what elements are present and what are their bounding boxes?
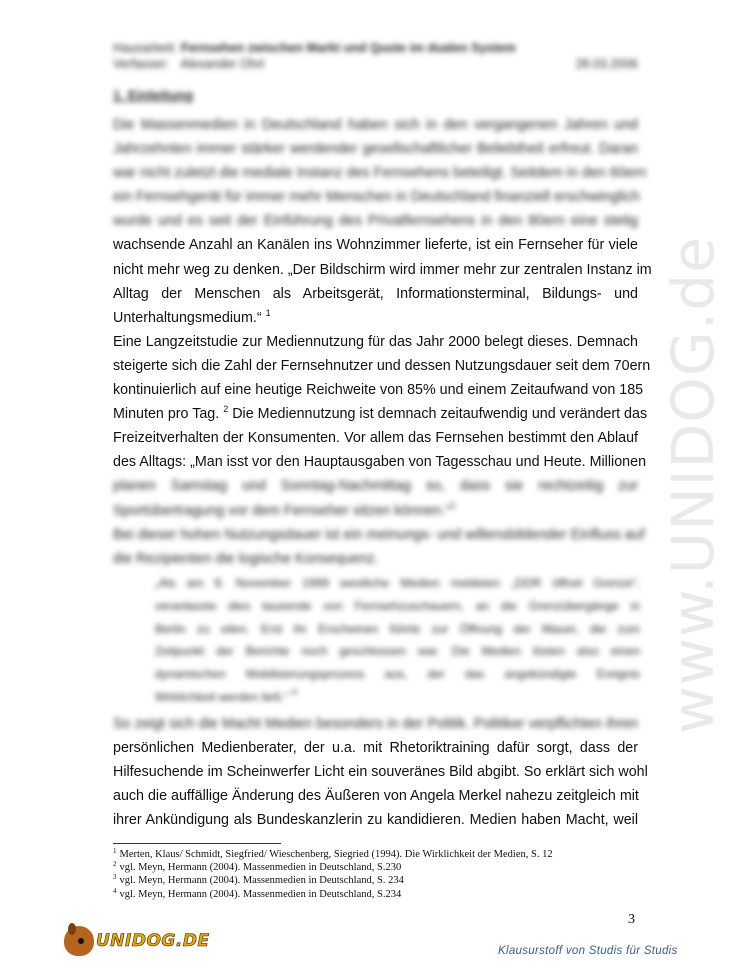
quote-line: Berlin zu eilen. Erst ihr Erscheinen führte zur Öffnung der Mauer, die zum	[155, 621, 640, 636]
text-fragment: Minuten pro Tag.	[113, 406, 220, 423]
footnotes	[113, 848, 553, 901]
text-line: auch die auffällige Änderung des Äußeren von Angela Merkel nahezu zeitgleich mit	[113, 788, 639, 805]
footnote-text: vgl. Meyn, Hermann (2004). Massenmedien in Deutschland, S.234	[119, 888, 402, 900]
quote-line: veranlasste dies tausende von Fernsehzuschauern, an die Grenzübergänge in	[155, 598, 640, 613]
footnote-text: Merten, Klaus/ Schmidt, Siegfried/ Wieschenberg, Siegried (1994). Die Wirklichkeit der Medien, S. 12	[119, 849, 553, 860]
footnote-number: 1	[113, 847, 117, 855]
watermark-text: www.UNIDOG.de	[659, 236, 727, 734]
document-header	[113, 40, 638, 72]
text-line: Die Massenmedien in Deutschland haben sich in den vergangenen Jahren und	[113, 117, 638, 133]
text-line: Freizeitverhalten der Konsumenten. Vor allem das Fernsehen bestimmt den Ablauf	[113, 430, 638, 447]
text-line: die Rezipienten die logische Konsequenz.	[113, 550, 379, 567]
footnote-ref: 3	[449, 500, 455, 511]
header-author: Alexander Ohrt	[180, 57, 265, 71]
quote-line: Zeitpunkt der Berichte noch geschlossen war. Die Medien lösten also einen	[155, 644, 640, 659]
footnote-divider	[113, 843, 281, 844]
text-fragment: Wirklichkeit werden ließ.“	[155, 689, 289, 704]
text-fragment: Sportübertragung vor dem Fernseher sitzen können.“	[113, 502, 450, 519]
unidog-logo[interactable]	[64, 921, 224, 961]
text-fragment: Die Mediennutzung ist demnach zeitaufwendig und verändert das	[232, 406, 648, 423]
block-quote	[155, 572, 640, 709]
blurred-middle	[113, 474, 645, 570]
closing-text	[113, 712, 648, 832]
header-label-thesis: Hausarbeit:	[113, 41, 177, 55]
footnote	[113, 848, 553, 861]
text-line: nicht mehr weg zu denken. „Der Bildschirm wird immer mehr zur zentralen Instanz im	[113, 261, 652, 278]
text-line	[113, 402, 648, 426]
text-line: ein Fernsehgerät für immer mehr Menschen in Deutschland finanziell erschwinglich	[113, 189, 640, 206]
quote-line: „Als am 9. November 1989 westliche Medien meldeten „DDR öffnet Grenze“,	[155, 576, 640, 590]
text-line: Bei dieser hohen Nutzungsdauer ist ein meinungs- und willensbildender Einfluss auf	[113, 526, 645, 543]
text-line: steigerte sich die Zahl der Fernsehnutzer und dessen Nutzungsdauer seit dem 70ern	[113, 357, 651, 374]
text-line: Alltag der Menschen als Arbeitsgerät, Informationsterminal, Bildungs- und	[113, 285, 638, 302]
footnote-text: vgl. Meyn, Hermann (2004). Massenmedien in Deutschland, S. 234	[119, 875, 404, 887]
section-heading: 1. Einleitung	[113, 88, 194, 103]
header-author-row	[113, 56, 638, 72]
footnote-number: 2	[113, 860, 117, 869]
footnote-ref: 4	[291, 686, 297, 697]
text-line: ihrer Ankündigung als Bundeskanzlerin zu kandidieren. Medien haben Macht, weil	[113, 812, 638, 829]
body-text	[113, 113, 652, 571]
logo-text: UNIDOG.DE	[96, 931, 210, 951]
header-date: 28.03.2006	[575, 57, 638, 71]
watermark	[648, 236, 738, 734]
text-fragment: Unterhaltungsmedium.“	[113, 309, 262, 326]
text-line	[113, 499, 638, 523]
text-line: wachsende Anzahl an Kanälen ins Wohnzimmer lieferte, ist ein Fernseher für viele	[113, 237, 638, 254]
quote-line: dynamischen Mobilisierungsprozess aus, der das angekündigte Ereignis	[155, 667, 640, 682]
text-line: war nicht zuletzt die mediale Instanz des Fernsehens beteiligt. Seitdem in den 60ern	[113, 165, 647, 182]
footer-claim: Klausurstoff von Studis für Studis	[498, 945, 678, 957]
quote-line	[155, 686, 640, 709]
text-line	[113, 306, 638, 330]
header-title: Fernsehen zwischen Markt und Quote im dualen System	[180, 41, 516, 55]
footnote	[113, 861, 553, 874]
footnote-ref: 1	[265, 307, 271, 318]
text-line: So zeigt sich die Macht Medien besonders in der Politik. Politiker verpflichten ihren	[113, 716, 638, 732]
text-line: persönlichen Medienberater, der u.a. mit Rhetoriktraining dafür sorgt, dass der	[113, 740, 638, 757]
text-line: wurde und es seit der Einführung des Privatfernsehens in den 80ern eine stetig	[113, 213, 638, 230]
footnote	[113, 874, 553, 887]
text-line: Jahrzehnten immer stärker werdender gesellschaftlicher Beliebtheit erfreut. Daran	[113, 141, 638, 158]
footnote-ref: 2	[223, 404, 229, 415]
text-line: Hilfesuchende im Scheinwerfer Licht ein souveränes Bild abgibt. So erklärt sich wohl	[113, 764, 648, 781]
blurred-intro	[113, 113, 647, 233]
dog-mascot-icon	[64, 926, 94, 956]
header-label-author: Verfasser:	[113, 57, 170, 71]
text-line: des Alltags: „Man isst vor den Hauptausgaben von Tagesschau und Heute. Millionen	[113, 454, 647, 471]
text-line: kontinuierlich auf eine heutige Reichweite von 85% und einem Zeitaufwand von 185	[113, 382, 644, 399]
header-title-row	[113, 40, 638, 56]
footnote	[113, 888, 553, 901]
text-line: planen Samstag und Sonntag-Nachmittag so, dass sie rechtzeitig zur	[113, 478, 638, 495]
page-number: 3	[628, 912, 635, 927]
text-line: Eine Langzeitstudie zur Mediennutzung für das Jahr 2000 belegt dieses. Demnach	[113, 333, 638, 350]
footnote-text: vgl. Meyn, Hermann (2004). Massenmedien in Deutschland, S.230	[119, 862, 402, 874]
footnote-number: 4	[113, 886, 117, 895]
footnote-number: 3	[113, 873, 117, 882]
